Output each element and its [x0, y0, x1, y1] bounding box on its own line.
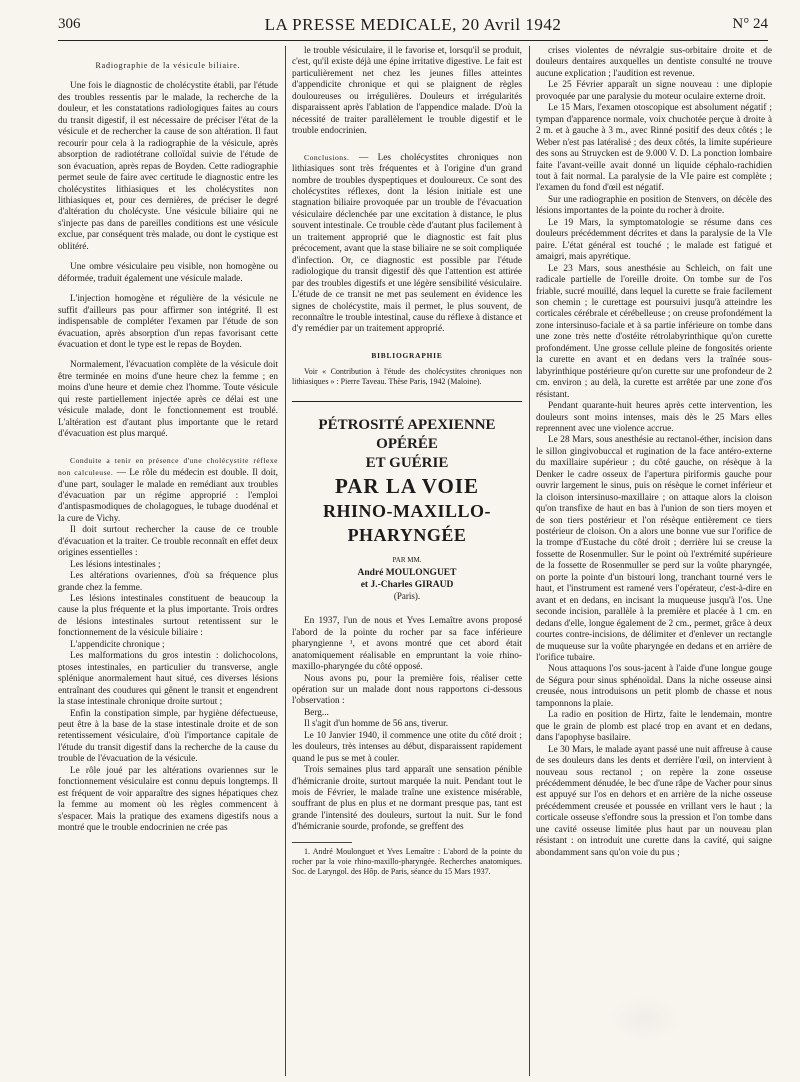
paragraph: crises violentes de névralgie sus-orbitaire droite et de douleurs dentaires auxquelles un dentiste consulté ne trouve aucune explication ; l'audition est revenue. — [536, 46, 772, 79]
column-rule-2 — [529, 46, 530, 1076]
author-place: (Paris). — [393, 590, 421, 601]
paragraph: L'injection homogène et régulière de la vésicule ne suffit d'ailleurs pas pour affirmer son intégrité. Il est indispensable de compléter l'examen par l'étude de son évacuation, après absorption d'un repas favorisant cette évacuation et dont le type est le repas de Boyden. — [58, 294, 278, 350]
paragraph: Le 10 Janvier 1940, il commence une otite du côté droit ; les douleurs, très intenses au début, disparaissent rapidement quand le pus se met à couler. — [292, 730, 522, 764]
paragraph: Nous attaquons l'os sous-jacent à l'aide d'une longue gouge de Ségura pour sinus sphénoïdal. Dans la niche osseuse ainsi creusée, nous introduisons un petit plomb de chasse et nous tamponnons la plaie. — [536, 664, 772, 709]
paragraph: Le 28 Mars, sous anesthésie au rectanol-éther, incision dans le sillon gingivobuccal et rugination de la face antéro-externe du maxillaire supérieur ; du côté gauche, on résèque à la Denker le cadre osseux de l'apertura piriformis gauche pour ouvrir largement le sinus, puis on résèque le cornet inférieur et la cloison intersinuso-maxillaire ; on attaque alors la cloison qu'on transfixe de haut en bas à l'union de son tiers moyen et de son tiers postérieur et l'on résèque entièrement ce tiers postérieur de cloison. On a alors une bonne vue sur l'orifice de la trompe d'Eustache du côté droit ; derrière lui se creuse la fossette de Rosenmuller. Sur le point où l'extrémité supérieure de la fossette de Rosenmuller se perd sur la voûte pharyngée, on porte la pointe d'un bistouri long, tranchant tourné vers le haut, et l'instrument est ramené vers l'opérateur, c'est-à-dire en avant et en dedans, en incisant la muqueuse jusqu'à l'os. Une seconde incision, parallèle à la première et placée à 1 cm. en dedans d'elle, longue également de 2 cm., permet, grâce à deux courtes contre-incisions, de délimiter et d'enlever un rectangle de muqueuse sur la voûte pharyngée en dedans et en arrière de l'orifice tubaire. — [536, 435, 772, 664]
paragraph: Trois semaines plus tard apparaît une sensation pénible d'hémicranie droite, surtout marquée la nuit. Pendant tout le mois de Février, le malade traîne une existence misérable, souffrant de plus en plus et ne dormant presque pas, tant est grande l'intensité des douleurs, surtout la nuit. Sur le fond d'hémicranie sourde, profonde, se greffent des — [292, 765, 522, 833]
article-title-line-2: ET GUÉRIE — [365, 455, 449, 472]
paragraph: Il doit surtout rechercher la cause de ce trouble d'évacuation et la traiter. Ce trouble reconnaît en effet deux origines essentielles : — [58, 525, 278, 559]
paragraph: le trouble vésiculaire, il le favorise et, lorsqu'il se produit, c'est, qu'il existe déjà une épine irritative digestive. Le fait est particulièrement net chez les jeunes filles atteintes d'appendicite chronique et qui se plaignent de règles douloureuses ou irrégulières. Douleurs et irrégularités disparaissent après l'ablation de l'appendice malade. D'où la nécessité de traiter parallèlement le trouble digestif et le trouble endocrinien. — [292, 46, 522, 137]
column-3 — [536, 46, 772, 859]
conclusions-text: — Les cholécystites chroniques non lithiasiques sont très fréquentes et à l'origine d'un grand nombre de troubles dyspeptiques et douloureux. Ce sont des cholécystites réflexes, dont la lésion initiale est une stagnation biliaire provoquée par un trouble de l'évacuation vésiculaire déclenchée par une excitation à distance, le plus souvent intestinale. Ce trouble cède d'autant plus facilement à un traitement approprié que le diagnostic est fait plus précocement, avant que la stase biliaire ne se soit compliquée d'infection. Or, ce diagnostic est possible par l'étude radiologique du transit digestif dès que l'attention est attirée par des troubles digestifs et une légère sensibilité vésiculaire. L'étude de ce transit ne met pas seulement en évidence les signes de cholécystite, mais il permet, le plus souvent, de reconnaître le trouble intestinal, cause du réflexe à distance et d'y remédier par un traitement approprié. — [292, 152, 522, 335]
paragraph: Enfin la constipation simple, par hygiène défectueuse, peut être à la base de la stase intestinale droite et de son retentissement vésiculaire, d'où l'importance capitale de l'étude du transit digestif dans la recherche de la cause du trouble de l'évacuation de la vésicule. — [58, 708, 278, 765]
article-title-line-3: PAR LA VOIE — [335, 474, 479, 499]
paragraph: Le rôle joué par les altérations ovariennes sur le fonctionnement vésiculaire est connu depuis longtemps. Il est fréquent de voir apparaître des signes hépatiques chez la femme au moment où les règles commencent à s'espacer. Mais la pratique des examens digestifs nous a montré que le trouble endocrinien ne crée pas — [58, 765, 278, 834]
page-header — [58, 14, 768, 41]
paragraph-conduite — [58, 455, 278, 526]
paragraph: Les lésions intestinales ; — [70, 559, 161, 570]
footnote-rule — [292, 842, 352, 843]
article-title-line-4: RHINO-MAXILLO-PHARYNGÉE — [323, 501, 491, 546]
paragraph: Pendant quarante-huit heures après cette intervention, les douleurs sont moins intenses, mais dès le 25 Mars elles reprennent avec une violence accrue. — [536, 401, 772, 434]
paper-gloss — [610, 996, 680, 1042]
article-title-line-1: PÉTROSITÉ APEXIENNE OPÉRÉE — [318, 417, 496, 453]
author-2: et J.-Charles GIRAUD — [360, 579, 454, 590]
paragraph: Normalement, l'évacuation complète de la vésicule doit être terminée en moins d'une heure chez la femme ; en moins d'une heure et demie chez l'homme. Toute vésicule qui reste partiellement injectée après ce délai est une vésicule malade, dont le fonctionnement est troublé. L'altération est d'autant plus importante que le retard d'évacuation est plus marqué. — [58, 360, 278, 440]
paragraph: Sur une radiographie en position de Stenvers, on décèle des lésions importantes de la pointe du rocher à droite. — [536, 194, 772, 217]
paragraph: Nous avons pu, pour la première fois, réaliser cette opération sur un malade dont nous rapportons ci-dessous l'observation : — [292, 673, 522, 707]
paragraph: En 1937, l'un de nous et Yves Lemaître avons proposé l'abord de la pointe du rocher par sa face inférieure pharyngienne ¹, et avons montré que cet abord était anatomiquement réalisable en empruntant la voie rhino-maxillo-pharyngée du côté opposé. — [292, 616, 522, 673]
conclusions-lead: Conclusions. — [304, 152, 350, 162]
column-rule-1 — [285, 46, 286, 1076]
section-title-radiographie: Radiographie de la vésicule biliaire. — [95, 61, 241, 70]
journal-title: LA PRESSE MEDICALE, 20 Avril 1942 — [264, 15, 562, 34]
paragraph: Le 30 Mars, le malade ayant passé une nuit affreuse à cause de ses douleurs dans les dents et derrière l'œil, on intervient à nouveau sous rectanol ; on repère la zone osseuse précédemment dénudée, le bec d'une râpe de Vacher pour sinus est appuyé sur l'os en dehors et en arrière de la niche osseuse précédemment creusée et poussée en vrillant vers le haut ; la corticale osseuse s'effondre sous la pression et l'on tombe dans une cavité osseuse limitée plus haut par un nouveau plan résistant : on introduit une curette dans la cavité, qui saigne abondamment sans qu'on voie du pus ; — [536, 744, 772, 858]
page-number: 306 — [58, 16, 81, 32]
column-1 — [58, 46, 278, 835]
paragraph: Berg... — [304, 707, 329, 718]
author-1: André MOULONGUET — [357, 567, 457, 578]
paragraph: Le 15 Mars, l'examen otoscopique est absolument négatif ; tympan d'apparence normale, voix chuchotée perçue à droite à 2 m. et à gauche à 3 m., avec Rinné positif des deux côtés ; le Weber n'est pas latéralisé ; des deux côtés, la limite supérieure des sons au Struycken est de 9.000 V. D. La ponction lombaire faite l'avant-veille avait donné un liquide céphalo-rachidien tout à fait normal. La paralysie de la VIe paire est complète ; l'examen du fond d'œil est négatif. — [536, 103, 772, 194]
paragraph: Le 23 Mars, sous anesthésie au Schleich, on fait une radicale partielle de l'oreille droite. On tombe sur de l'os friable, sucré mouillé, dans lequel la curette se fraie facilement son chemin ; le curettage est poursuivi jusqu'à atteindre les corticales cérébrale et cérébelleuse ; on creuse profondément la zone intersinuso-faciale et à sa partie inférieure on tombe dans une zone très nette d'ostéite rétrolabyrinthique qu'on curette profondément. Une grosse cellule pleine de fongosités oriente la curette en avant et en dedans vers la traînée sous-labyrinthique postérieure qu'on curette sur une profondeur de 2 cm. environ ; au delà, la curette est arrêtée par une zone d'os résistant. — [536, 263, 772, 400]
paragraph: Le 25 Février apparaît un signe nouveau : une diplopie provoquée par une paralysie du moteur oculaire externe droit. — [536, 80, 772, 102]
article-separator — [292, 401, 522, 402]
conduite-lead: Conduite a tenir en présence d'une cholécystite réflexe non calculeuse. — [58, 455, 278, 478]
column-2 — [292, 46, 522, 877]
paragraph: La radio en position de Hirtz, faite le lendemain, montre que le grain de plomb est placé trop en avant et en dedans, dans l'apophyse basilaire. — [536, 710, 772, 744]
paragraph: L'appendicite chronique ; — [70, 639, 165, 650]
conduite-text: — Le rôle du médecin est double. Il doit, d'une part, soulager le malade en remédiant aux troubles d'évacuation par un régime approprié : l'emploi d'antispasmodiques de cholagogues, le tubage duodénal et la cure de Vichy. — [58, 468, 278, 524]
bibliography-title: BIBLIOGRAPHIE — [371, 350, 443, 360]
paragraph: Les altérations ovariennes, d'où sa fréquence plus grande chez la femme. — [58, 571, 278, 593]
paragraph: Une ombre vésiculaire peu visible, non homogène ou déformée, traduit également une vésicule malade. — [58, 262, 278, 284]
paragraph: Les malformations du gros intestin : dolichocolons, ptoses intestinales, en particulier du transverse, angle splénique anormalement haut situé, ces diverses lésions entraînant des coudures qui gênent le transit et engendrent la stase intestinale chronique droite surtout ; — [58, 651, 278, 708]
paragraph: Le 19 Mars, la symptomatologie se résume dans ces douleurs précédemment décrites et dans la paralysie de la VIe paire. L'état général est touché ; le malade est fatigué et amaigri, mais apyrétique. — [536, 217, 772, 263]
article-par: PAR MM. — [392, 556, 422, 565]
footnote: 1. André Moulonguet et Yves Lemaître : L'abord de la pointe du rocher par la voie rhino-maxillo-pharyngée. Recherches anatomiques. Soc. de Laryngol. des Hôp. de Paris, séance du 15 Mars 1937. — [292, 846, 522, 876]
issue-number: N° 24 — [732, 16, 768, 32]
paragraph: Les lésions intestinales constituent de beaucoup la cause la plus fréquente et la plus importante. Trois ordres de lésions intestinales surtout retentissent sur le fonctionnement de la vésicule biliaire : — [58, 594, 278, 639]
bibliography-text: Voir « Contribution à l'étude des cholécystites chroniques non lithiasiques » : Pierre Taveau. Thèse Paris, 1942 (Maloine). — [292, 367, 522, 387]
paragraph-conclusions — [292, 152, 522, 336]
paragraph: Il s'agit d'un homme de 56 ans, tiverur. — [304, 719, 449, 730]
paragraph: Une fois le diagnostic de cholécystite établi, par l'étude des troubles ressentis par le malade, la recherche de la douleur, et les constatations radiologiques faites au cours du transit digestif, il est nécessaire de préciser l'état de la vésicule et de rechercher la cause de son altération. Il faut recourir pour cela à la radiographie de la vésicule, après absorption de radiotétrane colloïdal suivie de l'étude de son évacuation, après repas de Boyden. Cette radiographie permet seule de faire avec certitude le diagnostic entre les cholécystites lithiasiques et les cholécystites non lithiasiques et, pour ces dernières, de préciser le degré d'altération du cholécyste. Une vésicule biliaire qui ne s'injecte pas dans de pareilles conditions est une vésicule exclue, par conséquent très malade, ou dont le cystique est oblitéré. — [58, 81, 278, 252]
